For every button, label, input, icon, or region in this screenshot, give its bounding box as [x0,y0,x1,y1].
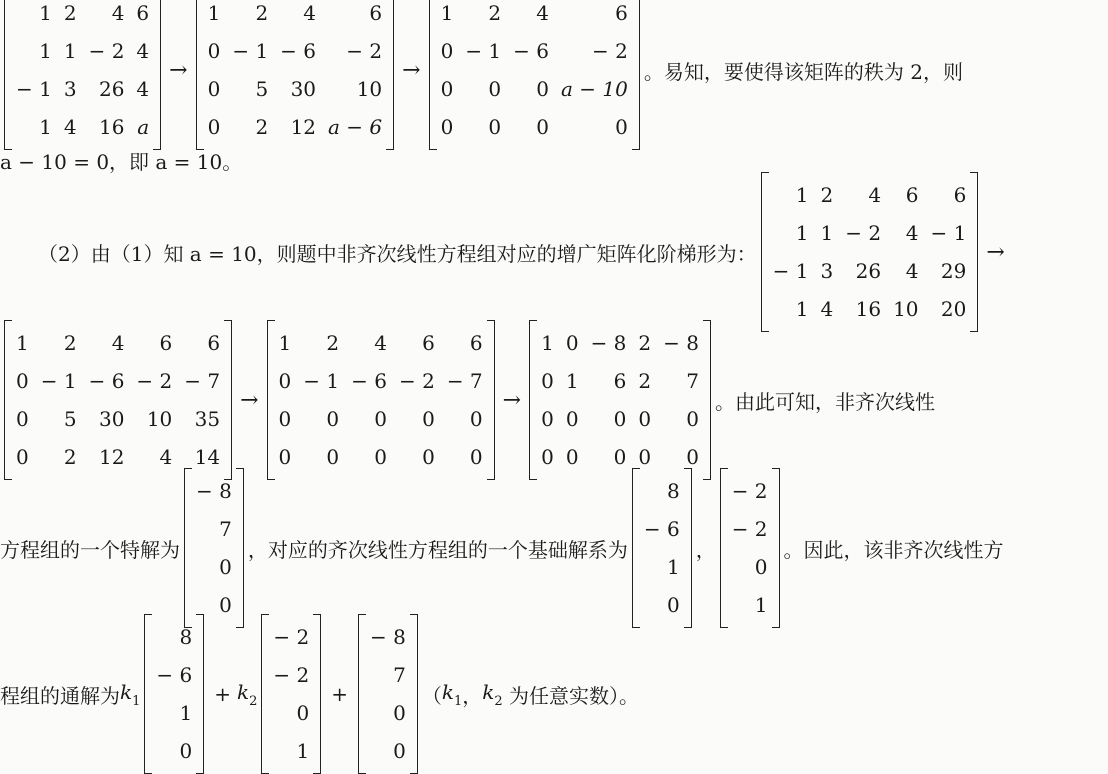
text-line3: （2）由（1）知 a = 10，则题中非齐次线性方程组对应的增广矩阵化阶梯形为： [38,241,757,266]
matrix-cell: 0 [440,39,454,63]
matrix-cell: a [137,115,150,139]
matrix-cell: 6 [613,369,627,393]
note-k1: $k_1$ [441,679,463,709]
matrix-cell: 2 [638,369,652,393]
plus-sign: + [214,682,232,706]
matrix-cell: 4 [63,115,77,139]
matrix-cell: a − 6 [328,115,383,139]
matrix-cell: 0 [613,445,627,469]
matrix-cell: − 1 [465,39,502,63]
general-vector-3 [358,618,418,770]
matrix-cell: 2 [63,331,77,355]
matrix-cell: 4 [868,183,882,207]
matrix-cell: 5 [255,77,269,101]
matrix-cell: 12 [290,115,317,139]
matrix-cell: 0 [686,407,699,431]
arrow: → [240,387,259,413]
matrix-cell: 2 [488,1,502,25]
matrix-cell: − 7 [184,369,221,393]
matrix-cell: 1 [795,297,809,321]
basis-vector-2 [720,472,780,624]
matrix-cell: 2 [326,331,340,355]
arrow: → [986,239,1005,265]
vector-cell: − 2 [731,517,768,541]
vector-cell: 0 [219,555,232,579]
matrix-cell: 0 [374,407,387,431]
matrix-cell: 26 [98,77,125,101]
vector-cell: − 6 [156,663,193,687]
text-line2: a − 10 = 0，即 a = 10。 [0,149,243,174]
text-line5-trail: 。因此，该非齐次线性方 [783,537,1004,562]
note-close: 为任意实数）。 [502,683,640,708]
vector-cell: − 8 [196,479,232,503]
matrix-cell: − 2 [845,221,882,245]
matrix-cell: 0 [488,115,502,139]
matrix-cell: 4 [820,297,834,321]
matrix-cell: 10 [893,297,919,321]
matrix-cell: 2 [63,445,77,469]
matrix-cell: 16 [855,297,882,321]
matrix-cell: − 2 [88,39,125,63]
note-k2: $k_2$ [482,679,503,709]
matrix-1c [429,0,640,146]
matrix-cell: 20 [940,297,967,321]
matrix-cell: 4 [136,39,150,63]
matrix-cell: 0 [278,445,292,469]
line-4 [0,330,935,470]
vector-cell: 7 [219,517,232,541]
matrix-cell: 0 [536,115,549,139]
matrix-cell: 0 [541,369,554,393]
matrix-cell: 6 [136,1,150,25]
particular-solution-vector [184,472,244,624]
matrix-cell: 4 [111,1,125,25]
matrix-cell: 0 [16,407,29,431]
matrix-cell: − 1 [16,77,52,101]
matrix-cell: − 7 [446,369,483,393]
plus-sign: + [331,682,349,706]
matrix-cell: 1 [16,331,29,355]
matrix-cell: 6 [422,331,435,355]
matrix-cell: 0 [638,407,652,431]
vector-cell: 1 [179,701,193,725]
matrix-cell: 4 [303,1,317,25]
matrix-cell: 1 [39,1,52,25]
matrix-cell: − 1 [303,369,340,393]
vector-cell: − 2 [273,625,310,649]
general-vector-2 [261,618,321,770]
vector-cell: 0 [296,701,310,725]
vector-cell: − 6 [643,517,680,541]
matrix-cell: − 8 [590,331,627,355]
matrix-cell: a − 10 [561,77,628,101]
matrix-cell: 35 [194,407,221,431]
matrix-cell: 0 [638,445,652,469]
vector-cell: 8 [666,479,680,503]
matrix-cell: 0 [278,407,292,431]
matrix-cell: 2 [820,183,834,207]
matrix-cell: 0 [326,445,340,469]
vector-cell: − 2 [731,479,768,503]
line-2 [0,140,242,180]
vector-cell: 0 [179,739,193,763]
matrix-cell: 1 [39,39,52,63]
matrix-cell: 0 [440,115,454,139]
matrix-cell: − 2 [592,39,628,63]
arrow: → [169,57,188,83]
matrix-cell: 0 [541,445,554,469]
vector-cell: − 2 [273,663,310,687]
matrix-cell: 6 [953,183,967,207]
matrix-cell: 0 [615,115,628,139]
matrix-cell: 0 [16,445,29,469]
matrix-cell: 12 [98,445,125,469]
vector-cell: − 8 [370,625,406,649]
matrix-cell: − 1 [232,39,269,63]
matrix-cell: 0 [207,115,221,139]
basis-vector-1 [632,472,692,624]
matrix-4a [4,324,232,476]
text-line6-lead: 程组的通解为 [0,683,120,708]
matrix-cell: 0 [278,369,292,393]
matrix-cell: 26 [855,259,882,283]
matrix-cell: 0 [565,445,579,469]
text-comma: ， [695,537,716,562]
matrix-cell: 1 [440,1,454,25]
matrix-cell: − 2 [346,39,383,63]
matrix-cell: 1 [795,221,809,245]
matrix-cell: 1 [63,39,77,63]
matrix-cell: 4 [905,259,919,283]
matrix-cell: 4 [111,331,125,355]
note-mid: ， [462,683,483,708]
matrix-cell: 5 [63,407,77,431]
matrix-cell: 0 [469,445,483,469]
matrix-cell: 0 [422,407,435,431]
vector-cell: 1 [666,555,680,579]
arrow: → [402,57,421,83]
matrix-cell: − 6 [513,39,549,63]
vector-cell: 1 [296,739,310,763]
matrix-4c [529,324,711,476]
vector-cell: 8 [179,625,193,649]
matrix-cell: 7 [686,369,699,393]
line-5 [0,478,1004,618]
text-line1-trail: 。易知，要使得该矩阵的秩为 2，则 [643,59,963,84]
vector-cell: 0 [393,739,406,763]
note-open: （ [421,683,442,708]
matrix-cell: 0 [207,77,221,101]
matrix-cell: − 1 [930,221,967,245]
vector-cell: 1 [754,593,768,617]
general-vector-1 [144,618,204,770]
augmented-matrix [761,176,979,328]
matrix-cell: 1 [795,183,809,207]
matrix-cell: 0 [469,407,483,431]
matrix-cell: 10 [146,407,173,431]
matrix-cell: 1 [565,369,579,393]
matrix-cell: 2 [255,1,269,25]
matrix-cell: 0 [613,407,627,431]
line-3 [38,182,1009,322]
matrix-cell: 0 [541,407,554,431]
matrix-cell: − 1 [40,369,77,393]
matrix-cell: − 6 [280,39,317,63]
matrix-cell: 16 [98,115,125,139]
matrix-cell: 6 [469,331,483,355]
matrix-cell: 30 [290,77,317,101]
matrix-cell: 1 [207,1,221,25]
line-1 [0,0,963,140]
arrow: → [502,387,522,413]
matrix-cell: 14 [194,445,221,469]
matrix-cell: − 6 [351,369,387,393]
vector-cell: 0 [219,593,232,617]
matrix-cell: 2 [638,331,652,355]
matrix-4b [267,324,495,476]
matrix-cell: 6 [159,331,173,355]
matrix-cell: 6 [369,1,383,25]
matrix-cell: 4 [136,77,150,101]
matrix-cell: − 2 [136,369,173,393]
matrix-cell: 30 [98,407,125,431]
coef-k2: $k_2$ [237,679,258,709]
matrix-cell: 0 [536,77,549,101]
matrix-cell: 0 [488,77,502,101]
text-line5-mid: ，对应的齐次线性方程组的一个基础解系为 [247,537,628,562]
matrix-cell: 4 [159,445,173,469]
matrix-cell: − 6 [88,369,125,393]
vector-cell: 0 [754,555,768,579]
vector-cell: 0 [393,701,406,725]
matrix-cell: 1 [820,221,834,245]
matrix-cell: − 8 [663,331,699,355]
matrix-cell: 6 [207,331,221,355]
matrix-cell: 2 [63,1,77,25]
matrix-cell: 1 [278,331,292,355]
vector-cell: 0 [666,593,680,617]
matrix-cell: 1 [39,115,52,139]
matrix-1a [4,0,161,146]
matrix-cell: 10 [356,77,383,101]
matrix-cell: 3 [63,77,77,101]
vector-cell: 7 [393,663,406,687]
matrix-cell: 0 [207,39,221,63]
matrix-1b [196,0,395,146]
text-line4-trail: 。由此可知，非齐次线性 [714,389,935,414]
matrix-cell: 0 [326,407,340,431]
matrix-cell: 0 [422,445,435,469]
text-line5-lead: 方程组的一个特解为 [0,537,180,562]
matrix-cell: 2 [255,115,269,139]
matrix-cell: 0 [440,77,454,101]
matrix-cell: 4 [374,331,387,355]
matrix-cell: 0 [374,445,387,469]
matrix-cell: 0 [16,369,29,393]
line-6 [0,624,639,764]
matrix-cell: 0 [686,445,699,469]
matrix-cell: 29 [940,259,967,283]
matrix-cell: 0 [565,331,579,355]
coef-k1: $k_1$ [120,679,141,709]
matrix-cell: − 1 [772,259,809,283]
matrix-cell: 0 [565,407,579,431]
matrix-cell: 6 [905,183,919,207]
matrix-cell: 3 [820,259,834,283]
matrix-cell: − 2 [398,369,435,393]
matrix-cell: 1 [541,331,554,355]
matrix-cell: 6 [615,1,628,25]
matrix-cell: 4 [905,221,919,245]
matrix-cell: 4 [536,1,549,25]
